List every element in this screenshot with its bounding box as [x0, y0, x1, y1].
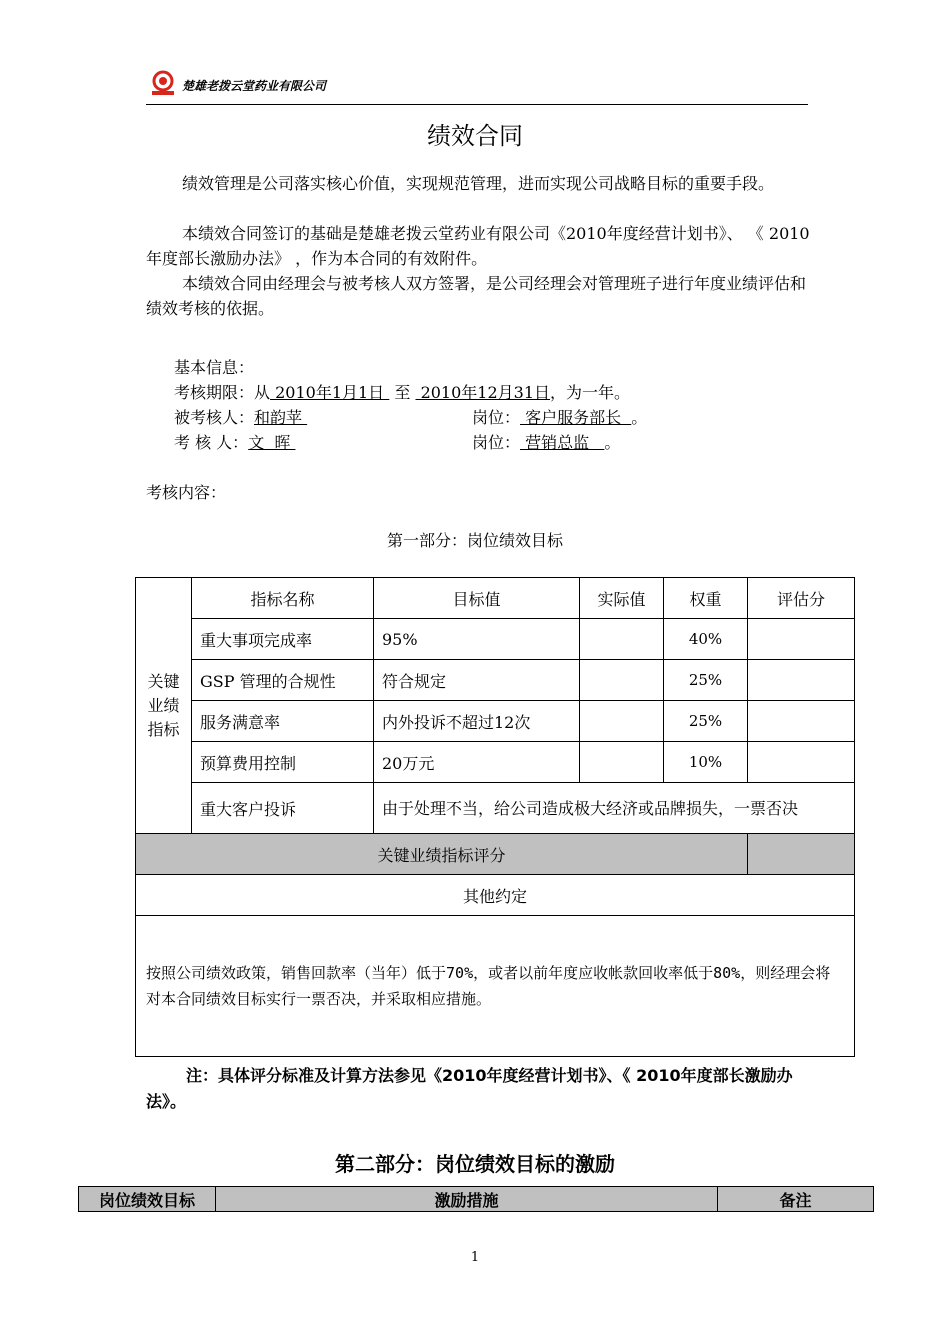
incentive-header-target: 岗位绩效目标 — [79, 1187, 216, 1212]
incentive-table — [78, 1186, 874, 1212]
assessee-post: 客户服务部长 — [520, 408, 632, 427]
kpi-header-weight: 权重 — [664, 578, 748, 619]
assessee-line — [174, 405, 307, 428]
kpi-name: 重大事项完成率 — [192, 619, 374, 660]
table-row — [136, 619, 855, 660]
assessor-post-line — [472, 430, 620, 453]
kpi-actual[interactable] — [580, 742, 664, 783]
kpi-table — [135, 577, 855, 1057]
kpi-weight: 25% — [664, 701, 748, 742]
kpi-target: 内外投诉不超过12次 — [374, 701, 580, 742]
kpi-actual[interactable] — [580, 660, 664, 701]
kpi-header-score: 评估分 — [748, 578, 855, 619]
kpi-target: 符合规定 — [374, 660, 580, 701]
assessor-post: 营销总监 — [520, 433, 605, 452]
period-line — [174, 380, 630, 403]
kpi-total-score[interactable] — [748, 834, 855, 875]
assessor-name: 文 晖 — [248, 433, 296, 452]
page-header — [146, 68, 808, 105]
assessor-post-end: 。 — [604, 433, 621, 452]
kpi-weight: 40% — [664, 619, 748, 660]
kpi-veto-name: 重大客户投诉 — [192, 783, 374, 834]
kpi-name: 预算费用控制 — [192, 742, 374, 783]
kpi-score[interactable] — [748, 619, 855, 660]
period-to: 至 — [394, 383, 411, 402]
period-suffix: ，为一年。 — [550, 383, 631, 402]
kpi-header-name: 指标名称 — [192, 578, 374, 619]
other-agreement-header-row — [136, 875, 855, 916]
kpi-target: 20万元 — [374, 742, 580, 783]
table-row — [136, 660, 855, 701]
period-start: 2010年1月1日 — [270, 383, 390, 402]
kpi-weight: 10% — [664, 742, 748, 783]
company-logo-icon — [150, 70, 176, 96]
incentive-header-remarks: 备注 — [718, 1187, 874, 1212]
kpi-score-label: 关键业绩指标评分 — [136, 834, 748, 875]
document-title: 绩效合同 — [427, 122, 523, 150]
other-agreement-label: 其他约定 — [136, 875, 855, 916]
assessee-post-label: 岗位： — [472, 408, 521, 427]
incentive-header-row — [79, 1187, 874, 1212]
content-label: 考核内容： — [146, 483, 227, 502]
page-number: 1 — [470, 1250, 480, 1265]
incentive-header-measures: 激励措施 — [216, 1187, 718, 1212]
intro-paragraph-3: 本绩效合同由经理会与被考核人双方签署，是公司经理会对管理班子进行年度业绩评估和绩效考核的依据。 — [146, 274, 807, 318]
kpi-header-actual: 实际值 — [580, 578, 664, 619]
kpi-header-target: 目标值 — [374, 578, 580, 619]
assessee-post-line — [472, 405, 647, 428]
table-row — [136, 742, 855, 783]
kpi-weight: 25% — [664, 660, 748, 701]
kpi-score-row — [136, 834, 855, 875]
assessor-post-label: 岗位： — [472, 433, 521, 452]
other-agreement-text: 按照公司绩效政策，销售回款率（当年）低于70%，或者以前年度应收帐款回收率低于80%，则经理会将对本合同绩效目标实行一票否决，并采取相应措施。 — [136, 916, 855, 1057]
kpi-score[interactable] — [748, 742, 855, 783]
part2-title: 第二部分：岗位绩效目标的激励 — [335, 1152, 615, 1176]
basic-info-heading: 基本信息： — [174, 358, 255, 377]
kpi-actual[interactable] — [580, 701, 664, 742]
assessor-label: 考 核 人： — [174, 433, 249, 452]
table-row — [136, 783, 855, 834]
kpi-name: 服务满意率 — [192, 701, 374, 742]
kpi-actual[interactable] — [580, 619, 664, 660]
part1-title: 第一部分：岗位绩效目标 — [386, 531, 563, 550]
other-agreement-row — [136, 916, 855, 1057]
kpi-header-row — [136, 578, 855, 619]
assessor-line — [174, 430, 295, 453]
kpi-score[interactable] — [748, 660, 855, 701]
table-row — [136, 701, 855, 742]
assessee-label: 被考核人： — [174, 408, 255, 427]
kpi-veto-text: 由于处理不当，给公司造成极大经济或品牌损失，一票否决 — [374, 783, 855, 834]
assessee-name: 和韵苹 — [254, 408, 308, 427]
kpi-name: GSP 管理的合规性 — [192, 660, 374, 701]
assessee-post-end: 。 — [631, 408, 648, 427]
intro-paragraph-1: 绩效管理是公司落实核心价值，实现规范管理，进而实现公司战略目标的重要手段。 — [182, 174, 775, 193]
score-note: 注：具体评分标准及计算方法参见《2010年度经营计划书》、《 2010年度部长激励办法》。 — [146, 1066, 793, 1111]
kpi-score[interactable] — [748, 701, 855, 742]
intro-paragraph-2: 本绩效合同签订的基础是楚雄老拨云堂药业有限公司《2010年度经营计划书》、 《 2010年度部长激励办法》 ，作为本合同的有效附件。 — [146, 224, 810, 268]
company-name: 楚雄老拨云堂药业有限公司 — [182, 79, 327, 93]
period-end: 2010年12月31日 — [415, 383, 551, 402]
kpi-target: 95% — [374, 619, 580, 660]
kpi-side-label: 关键业绩指标 — [136, 578, 192, 834]
period-label: 考核期限：从 — [174, 383, 271, 402]
